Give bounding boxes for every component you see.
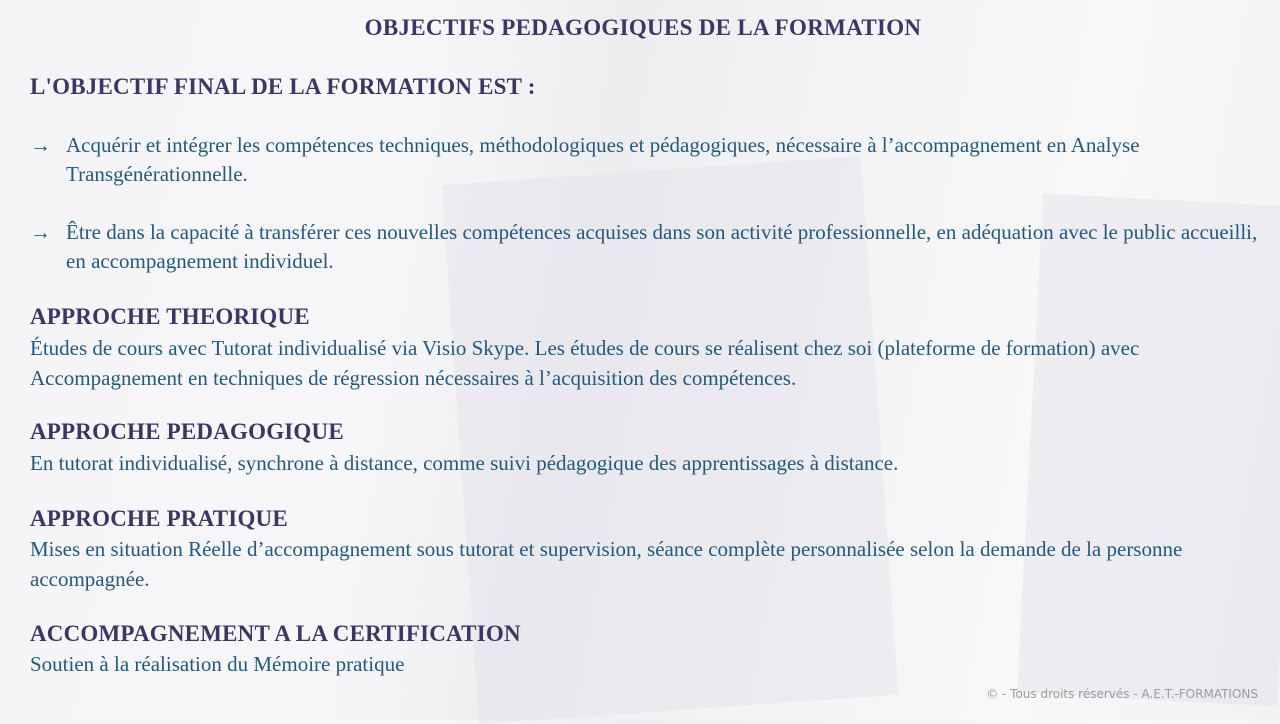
section-text-theorique: Études de cours avec Tutorat individualisé via Visio Skype. Les études de cours se réalisent chez soi (plateforme de formation) avec Accompagnement en techniques de régression nécessaires à l’acquisition des compétences.	[30, 336, 1140, 390]
section-heading-pratique: APPROCHE PRATIQUE	[30, 506, 288, 531]
arrow-icon: →	[30, 133, 51, 157]
objective-heading: L'OBJECTIF FINAL DE LA FORMATION EST :	[30, 74, 536, 99]
bullet-text: Être dans la capacité à transférer ces nouvelles compétences acquises dans son activité professionnelle, en adéquation avec le public accueilli, en accompagnement individuel.	[66, 220, 1258, 273]
objective-bullet	[30, 131, 1260, 189]
copyright-footer: © - Tous droits réservés - A.E.T.-FORMATIONS	[986, 687, 1258, 701]
section-heading-pedagogique: APPROCHE PEDAGOGIQUE	[30, 419, 344, 444]
slide-title: OBJECTIFS PEDAGOGIQUES DE LA FORMATION	[364, 15, 922, 40]
section-heading-certification: ACCOMPAGNEMENT A LA CERTIFICATION	[30, 621, 521, 646]
bullet-text: Acquérir et intégrer les compétences techniques, méthodologiques et pédagogiques, nécessaire à l’accompagnement en Analyse Transgénérationnelle.	[66, 133, 1140, 186]
section-text-pratique: Mises en situation Réelle d’accompagnement sous tutorat et supervision, séance complète personnalisée selon la demande de la personne accompagnée.	[30, 537, 1183, 591]
section-text-certification: Soutien à la réalisation du Mémoire pratique	[30, 652, 405, 676]
section-text-pedagogique: En tutorat individualisé, synchrone à distance, comme suivi pédagogique des apprentissages à distance.	[30, 451, 899, 475]
section-heading-theorique: APPROCHE THEORIQUE	[30, 304, 310, 329]
objective-bullet	[30, 218, 1260, 276]
arrow-icon: →	[30, 220, 51, 244]
